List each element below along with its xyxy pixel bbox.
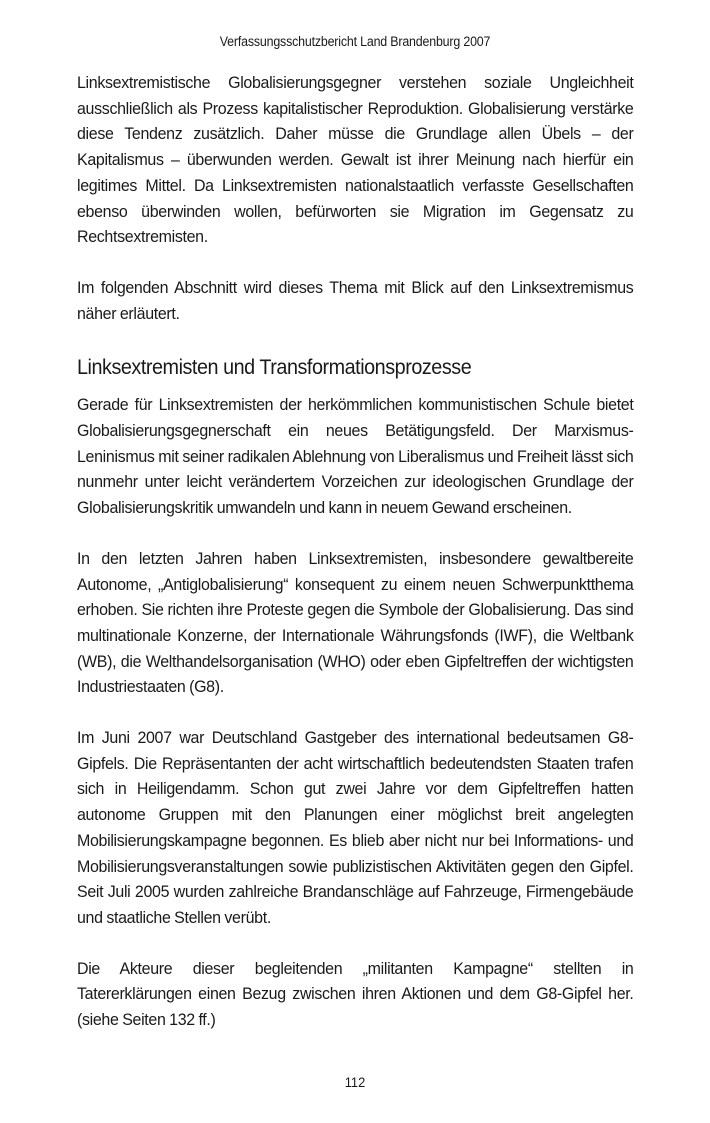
page-number: 112 — [344, 1074, 366, 1090]
paragraph-globalization-opponents: Linksextremistische Globalisierungsgegner verstehen soziale Ungleichheit ausschließlich als Prozess kapitalistischer Reproduktion. Globalisierung verstärke diese Tendenz zusätzlich. Daher müsse die Grundlage allen Übels – der Kapitalismus – überwunden werden. Gewalt ist ihrer Meinung nach hierfür ein legitimes Mittel. Da Linksextremisten nationalstaatlich verfasste Gesellschaften ebenso überwinden wollen, befürworten sie Migration im Gegensatz zu Rechtsextremisten. — [77, 73, 634, 247]
paragraph-g8-summit: Im Juni 2007 war Deutschland Gastgeber des international bedeutsamen G8-Gipfels. Die Repräsentanten der acht wirtschaftlich bedeutendsten Staaten trafen sich in Heiligendamm. Schon gut zwei Jahre vor dem Gipfeltreffen hatten autonome Gruppen mit den Planungen einer möglichst breit angelegten Mobilisierungskampagne begonnen. Es blieb aber nicht nur bei Informations- und Mobilisierungsveranstaltungen sowie publizistischen Aktivitäten gegen den Gipfel. Seit Juli 2005 wurden zahlreiche Brandanschläge auf Fahrzeuge, Firmengebäude und staatliche Stellen verübt. — [77, 728, 634, 927]
running-header: Verfassungsschutzbericht Land Brandenburg 2007 — [219, 34, 491, 49]
section-heading: Linksextremisten und Transformationsprozesse — [77, 355, 472, 380]
paragraph-section-intro: Im folgenden Abschnitt wird dieses Thema mit Blick auf den Linksextremismus näher erläutert. — [77, 277, 634, 323]
paragraph-antiglobalization: In den letzten Jahren haben Linksextremisten, insbesondere gewaltbereite Autonome, „Antiglobalisierung“ konsequent zu einem neuen Schwerpunktthema erhoben. Sie richten ihre Proteste gegen die Symbole der Globalisierung. Das sind multinationale Konzerne, der Internationale Währungsfonds (IWF), die Weltbank (WB), die Welthandelsorganisation (WHO) oder eben Gipfeltreffen der wichtigsten Industriestaaten (G8). — [77, 548, 634, 697]
paragraph-marxism-leninism: Gerade für Linksextremisten der herkömmlichen kommunistischen Schule bietet Globalisierungsgegnerschaft ein neues Betätigungsfeld. Der Marxismus-Leninismus mit seiner radikalen Ablehnung von Liberalismus und Freiheit lässt sich nunmehr unter leicht verändertem Vorzeichen zur ideologischen Grundlage der Globalisierungskritik umwandeln und kann in neuem Gewand erscheinen. — [77, 395, 634, 518]
page-content — [77, 70, 633, 1033]
paragraph-militant-campaign: Die Akteure dieser begleitenden „militanten Kampagne“ stellten in Tatererklärungen einen Bezug zwischen ihren Aktionen und dem G8-Gipfel her. (siehe Seiten 132 ff.) — [77, 958, 634, 1030]
